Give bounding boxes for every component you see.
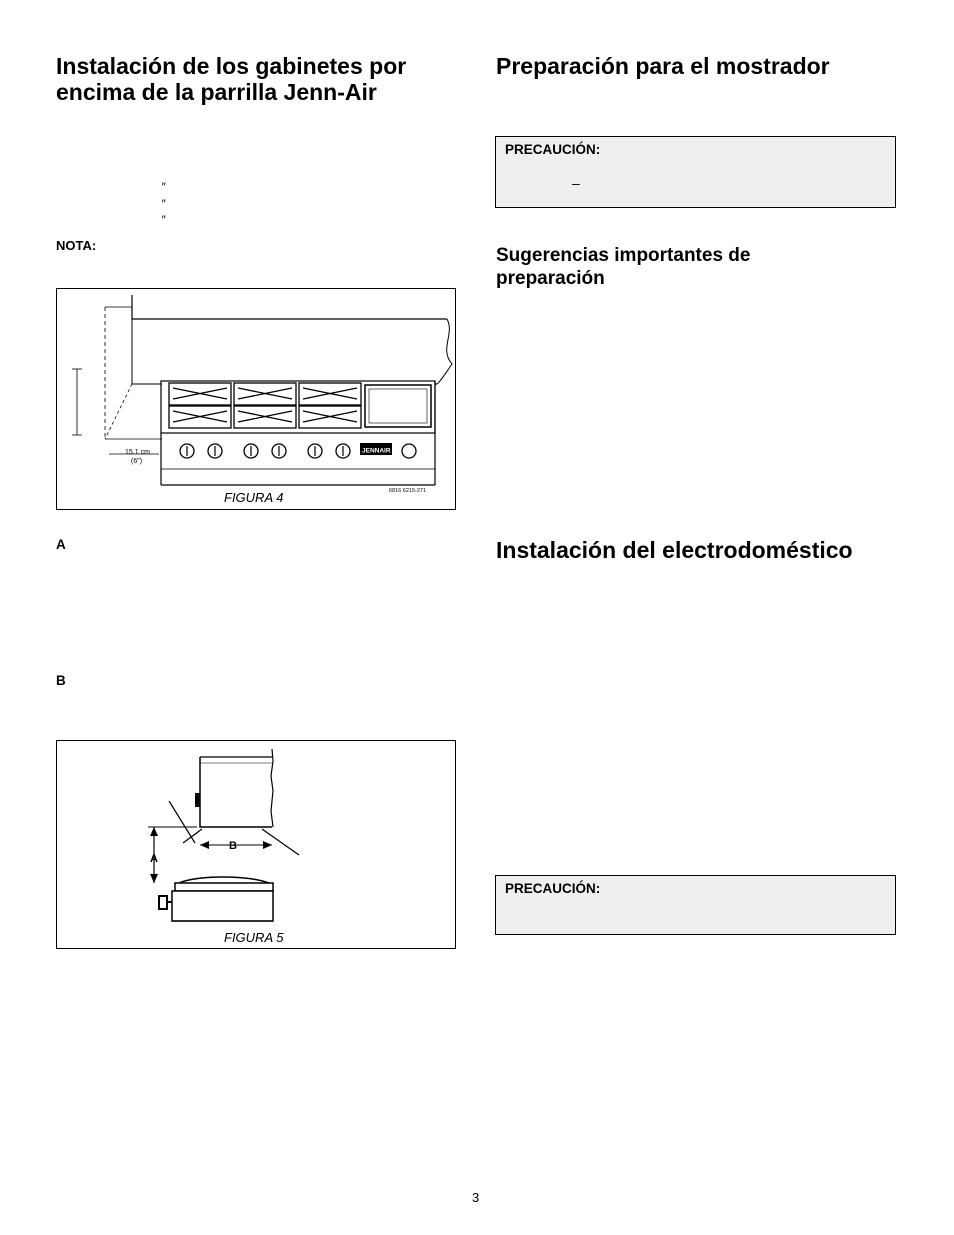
dimension-b-label: B xyxy=(229,840,237,852)
figure-5 xyxy=(56,740,456,949)
subheading-line-1: Sugerencias importantes de xyxy=(496,245,751,266)
section-heading-installation: Instalación del electrodoméstico xyxy=(496,537,853,563)
brand-plate-text: JENNAIR xyxy=(362,447,391,455)
subheading-line-2: preparación xyxy=(496,268,605,289)
caution-box-2 xyxy=(495,875,896,935)
figure-4 xyxy=(56,288,456,510)
figure-4-caption: FIGURA 4 xyxy=(224,490,284,505)
section-b-label: B xyxy=(56,673,66,688)
caution-label: PRECAUCIÓN: xyxy=(505,881,601,896)
inch-mark: ″ xyxy=(161,213,166,227)
heading-line-2: encima de la parrilla Jenn-Air xyxy=(56,79,377,105)
figure-5-caption: FIGURA 5 xyxy=(224,930,284,945)
cooktop-under-hood-illustration xyxy=(57,289,455,509)
inch-mark: ″ xyxy=(161,197,166,211)
heading-line-1: Instalación de los gabinetes por xyxy=(56,53,407,79)
model-code: 6816 6215-271 xyxy=(389,488,427,494)
dimension-in-label: (6") xyxy=(131,458,143,465)
nota-label: NOTA: xyxy=(56,238,97,253)
caution-label: PRECAUCIÓN: xyxy=(505,142,601,157)
subheading-preparation xyxy=(496,244,896,290)
section-heading-cabinets xyxy=(56,53,456,105)
caution-box-1 xyxy=(495,136,896,208)
inch-mark: ″ xyxy=(161,180,166,194)
caution-dash: – xyxy=(572,175,580,191)
section-a-label: A xyxy=(56,537,66,552)
section-heading-countertop: Preparación para el mostrador xyxy=(496,53,830,79)
page-number: 3 xyxy=(472,1190,480,1205)
dimension-a-label: A xyxy=(150,853,158,865)
dimension-cm-label: 15.1 cm xyxy=(125,449,150,456)
cabinet-clearance-illustration xyxy=(57,741,455,948)
